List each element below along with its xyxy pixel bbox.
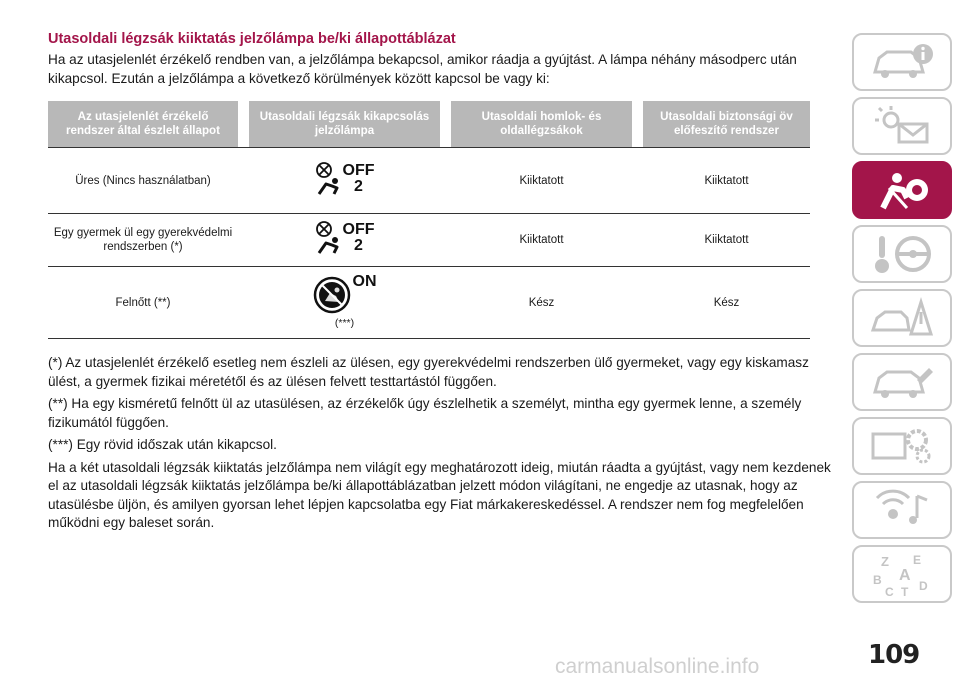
row-state: Felnőtt (**): [115, 296, 171, 309]
car-service-icon[interactable]: [852, 353, 952, 411]
section-heading: Utasoldali légzsák kiiktatás jelzőlámpa be/ki állapottáblázat: [48, 31, 456, 47]
lamp-state-text: OFF: [342, 161, 375, 179]
header-lamp: Utasoldali légzsák kikapcsolás jelzőlámpa: [249, 101, 440, 147]
header-detected-state: Az utasjelenlét érzékelő rendszer által észlelt állapot: [48, 101, 238, 147]
row-lamp: [249, 162, 440, 200]
svg-text:B: B: [873, 573, 882, 587]
svg-text:E: E: [913, 553, 922, 567]
lamp-footnote: (***): [334, 316, 355, 329]
table-header: [48, 101, 810, 147]
svg-text:T: T: [901, 585, 909, 598]
car-info-icon[interactable]: [852, 33, 952, 91]
svg-text:Z: Z: [881, 554, 889, 569]
svg-text:C: C: [885, 585, 894, 598]
footnote: (*) Az utasjelenlét érzékelő esetleg nem észleli az ülésen, egy gyerekvédelmi rendszerben ülő gyermeket, vagy egy kiskamasz ülést, a gyermek fizikai méretétől és az ülésen felvett testtartástól függően.: [48, 355, 809, 389]
intro-paragraph: Ha az utasjelenlét érzékelő rendben van, a jelzőlámpa bekapcsol, amikor ráadja a gyújtást. A lámpa néhány másodperc után kikapcsol. Ezután a jelzőlámpa a következő körülmények között kapcsol be vagy ki:: [48, 52, 797, 86]
row-lamp: [249, 221, 440, 259]
airbag-on-icon: [313, 276, 351, 314]
row-lamp: [249, 272, 440, 330]
footnote: (**) Ha egy kisméretű felnőtt ül az utasülésen, az érzékelők úgy észlelhetik a személyt, mintha egy gyermek lenne, a személy fizikumától függően.: [48, 396, 802, 430]
status-table: [48, 101, 810, 339]
row-state: Egy gyermek ül egy gyerekvédelmi rendszerben (*): [53, 227, 233, 253]
table-row: [48, 213, 810, 266]
row-pretensioner: Kiiktatott: [704, 174, 749, 187]
footnote: (***) Egy rövid időszak után kikapcsol.: [48, 437, 277, 452]
row-airbags: Kész: [528, 296, 555, 309]
table-row: [48, 147, 810, 213]
lamp-seat-number: 2: [354, 237, 363, 254]
row-state: Üres (Nincs használatban): [75, 174, 211, 187]
row-pretensioner: Kiiktatott: [704, 234, 749, 246]
car-gears-icon[interactable]: [852, 417, 952, 475]
row-airbags: Kiiktatott: [519, 174, 564, 187]
alphabetical-index-icon[interactable]: [852, 545, 952, 603]
airbag-safety-icon[interactable]: [852, 161, 952, 219]
lamp-seat-number: 2: [354, 177, 363, 195]
svg-text:A: A: [899, 567, 911, 584]
svg-text:D: D: [919, 579, 928, 593]
page-number: 109: [868, 640, 920, 670]
header-airbags: Utasoldali homlok- és oldallégzsákok: [451, 101, 632, 147]
warning-lights-icon[interactable]: [852, 97, 952, 155]
multimedia-icon[interactable]: [852, 481, 952, 539]
airbag-off-lamp: [315, 221, 375, 255]
lamp-state-text: ON: [352, 272, 377, 290]
chapter-sidebar: [852, 33, 956, 609]
row-airbags: Kiiktatott: [519, 234, 564, 246]
header-pretensioner: Utasoldali biztonsági öv előfeszítő rendszer: [643, 101, 810, 147]
footnotes: [48, 354, 838, 537]
warning-paragraph: Ha a két utasoldali légzsák kiiktatás jelzőlámpa nem világít egy meghatározott ideig, miután ráadta a gyújtást, vagy nem kezdenek el az utasoldali légzsák kiiktatás jelzőlámpa be/ki állapottáblázatban jelzett módon világítani, ne engedje az utasnak, hogy az utasülésbe üljön, és amilyen gyorsan lehet lépjen kapcsolatba egy Fiat márkakereskedéssel. A rendszer nem fog megfelelően működni egy baleset során.: [48, 459, 831, 530]
table-row: [48, 266, 810, 339]
lamp-state-text: OFF: [342, 221, 375, 238]
road-hazard-icon[interactable]: [852, 289, 952, 347]
airbag-on-lamp: [313, 272, 377, 314]
airbag-off-lamp: [315, 162, 375, 196]
airbag-off-icon: [315, 162, 341, 196]
steering-key-icon[interactable]: [852, 225, 952, 283]
row-pretensioner: Kész: [713, 296, 740, 309]
watermark-text: carmanualsonline.info: [555, 655, 760, 678]
airbag-off-icon: [315, 221, 341, 255]
